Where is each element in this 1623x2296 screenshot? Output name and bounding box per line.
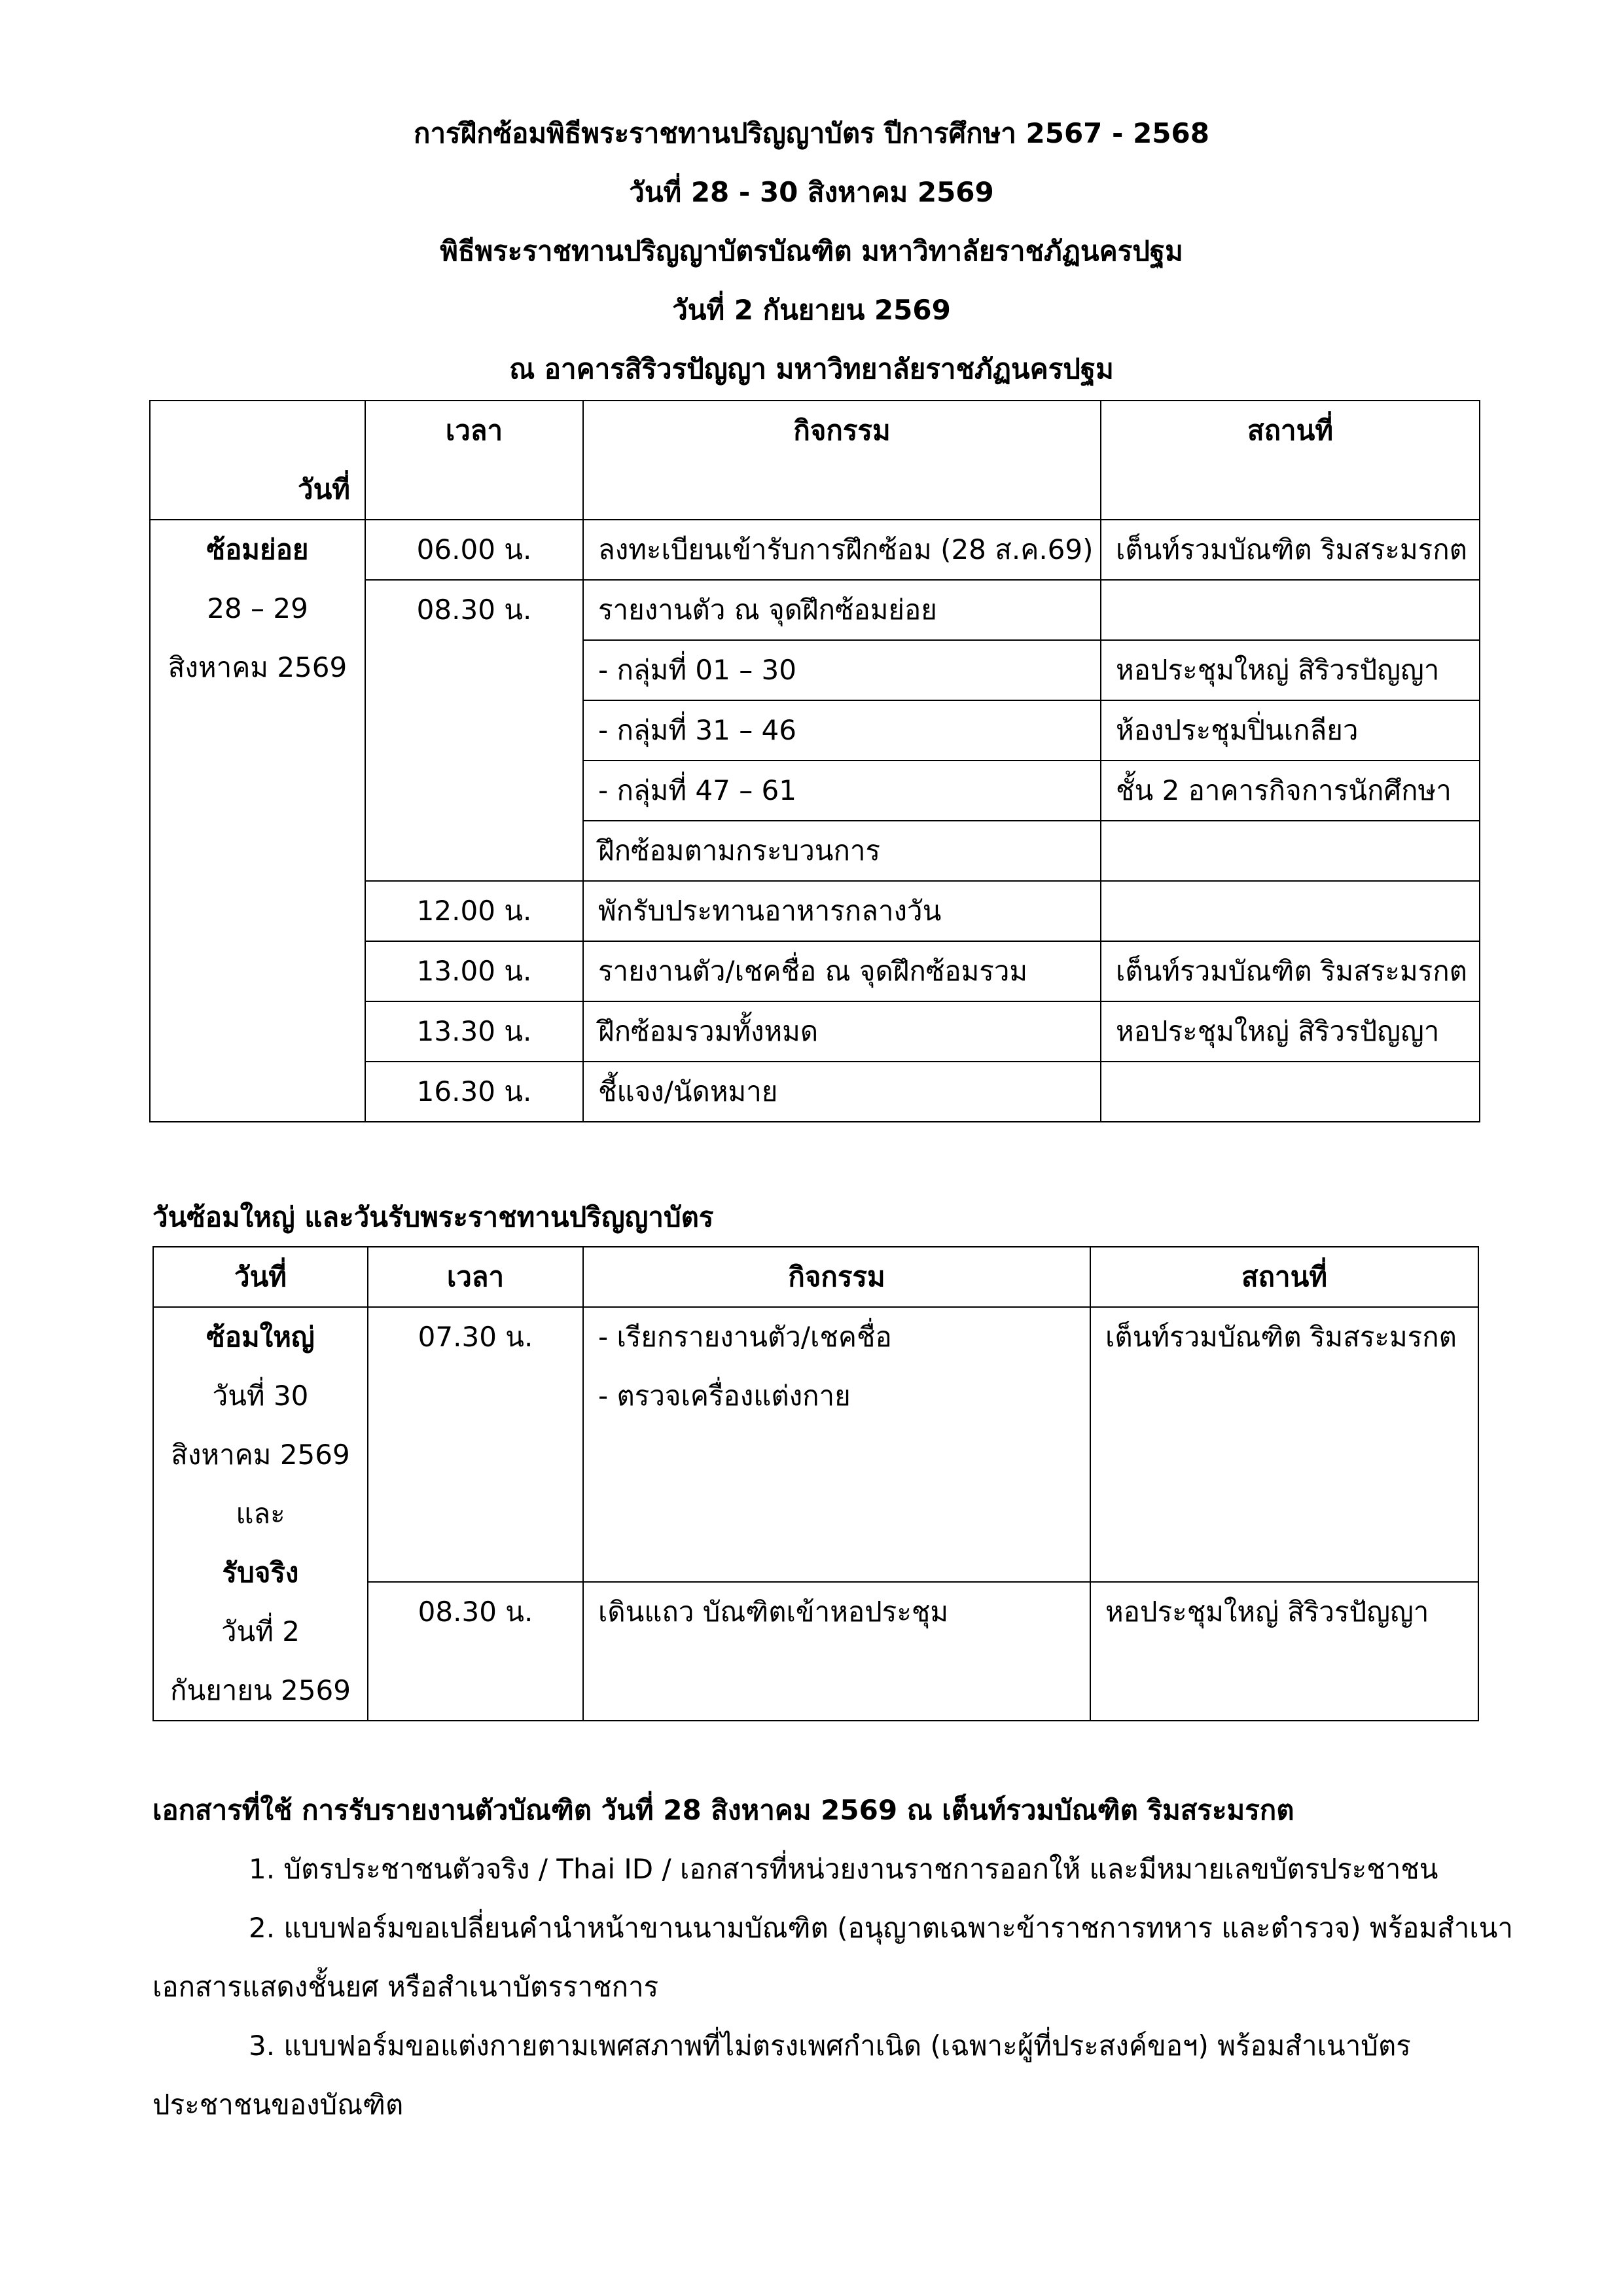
place-cell (1101, 881, 1480, 941)
place-cell: เต็นท์รวมบัณฑิต ริมสระมรกต (1090, 1307, 1478, 1582)
time-cell: 12.00 น. (365, 881, 583, 941)
day-month-2: กันยายน 2569 (170, 1674, 351, 1706)
time-cell: 06.00 น. (365, 520, 583, 580)
activity-cell: ฝึกซ้อมตามกระบวนการ (583, 821, 1101, 881)
table-header-row (153, 1247, 1478, 1307)
activity-line: - ตรวจเครื่องแต่งกาย (598, 1380, 851, 1412)
day-title: ซ้อมใหญ่ (206, 1321, 315, 1353)
document-item-2-cont: เอกสารแสดงชั้นยศ หรือสำเนาบัตรราชการ (152, 1971, 659, 2003)
activity-cell: - กลุ่มที่ 31 – 46 (583, 700, 1101, 761)
document-item-3: 3. แบบฟอร์มขอแต่งกายตามเพศสภาพที่ไม่ตรงเพศกำเนิด (เฉพาะผู้ที่ประสงค์ขอฯ) พร้อมสำเนาบัตร (249, 2030, 1411, 2062)
day-range: 28 – 29 (207, 592, 308, 624)
header-activity: กิจกรรม (583, 1247, 1090, 1307)
activity-cell: - กลุ่มที่ 01 – 30 (583, 640, 1101, 700)
time-cell: 13.00 น. (365, 941, 583, 1001)
day-date-2: วันที่ 2 (221, 1615, 300, 1647)
header-place: สถานที่ (1101, 401, 1480, 520)
table-row (153, 1307, 1478, 1582)
activity-cell: ชี้แจง/นัดหมาย (583, 1062, 1101, 1122)
header-place: สถานที่ (1090, 1247, 1478, 1307)
activity-cell: - กลุ่มที่ 47 – 61 (583, 761, 1101, 821)
documents-title: เอกสารที่ใช้ การรับรายงานตัวบัณฑิต วันที่ 28 สิงหาคม 2569 ณ เต็นท์รวมบัณฑิต ริมสระมรกต (152, 1794, 1294, 1826)
place-cell: หอประชุมใหญ่ สิริวรปัญญา (1101, 640, 1480, 700)
section-title: วันซ้อมใหญ่ และวันรับพระราชทานปริญญาบัตร (152, 1201, 714, 1233)
table-header-row (150, 401, 1480, 520)
place-cell: หอประชุมใหญ่ สิริวรปัญญา (1101, 1001, 1480, 1062)
time-cell: 07.30 น. (368, 1307, 583, 1582)
header-date: วันที่ (153, 1247, 368, 1307)
header-activity: กิจกรรม (583, 401, 1101, 520)
place-cell: เต็นท์รวมบัณฑิต ริมสระมรกต (1101, 520, 1480, 580)
rehearsal-schedule-table (149, 400, 1480, 1122)
header-time: เวลา (368, 1247, 583, 1307)
activity-cell: เดินแถว บัณฑิตเข้าหอประชุม (583, 1582, 1090, 1721)
activity-cell: รายงานตัว/เชคชื่อ ณ จุดฝึกซ้อมรวม (583, 941, 1101, 1001)
document-item-1: 1. บัตรประชาชนตัวจริง / Thai ID / เอกสารที่หน่วยงานราชการออกให้ และมีหมายเลขบัตรประชาชน (249, 1853, 1438, 1885)
place-cell (1101, 1062, 1480, 1122)
activity-cell: ฝึกซ้อมรวมทั้งหมด (583, 1001, 1101, 1062)
title-line-3: พิธีพระราชทานปริญญาบัตรบัณฑิต มหาวิทาลัยราชภัฏนครปฐม (440, 235, 1183, 267)
table-row (150, 520, 1480, 580)
place-cell: ชั้น 2 อาคารกิจการนักศึกษา (1101, 761, 1480, 821)
activity-cell: พักรับประทานอาหารกลางวัน (583, 881, 1101, 941)
title-line-5: ณ อาคารสิริวรปัญญา มหาวิทยาลัยราชภัฏนครปฐม (509, 353, 1114, 385)
day-title: ซ้อมย่อย (206, 533, 309, 565)
day-month: สิงหาคม 2569 (168, 651, 348, 683)
header-date: วันที่ (150, 401, 365, 520)
document-item-3-cont: ประชาชนของบัณฑิต (152, 2089, 404, 2121)
day-month: สิงหาคม 2569 (171, 1439, 350, 1471)
time-cell: 08.30 น. (368, 1582, 583, 1721)
place-cell: เต็นท์รวมบัณฑิต ริมสระมรกต (1101, 941, 1480, 1001)
place-cell (1101, 821, 1480, 881)
activity-cell: ลงทะเบียนเข้ารับการฝึกซ้อม (28 ส.ค.69) (583, 520, 1101, 580)
day-title-2: รับจริง (222, 1556, 299, 1588)
document-item-2: 2. แบบฟอร์มขอเปลี่ยนคำนำหน้าขานนามบัณฑิต (อนุญาตเฉพาะข้าราชการทหาร และตำรวจ) พร้อมสำเนา (249, 1912, 1513, 1944)
place-cell (1101, 580, 1480, 640)
day-cell (150, 520, 365, 1122)
place-cell: ห้องประชุมปิ่นเกลียว (1101, 700, 1480, 761)
title-line-4: วันที่ 2 กันยายน 2569 (672, 294, 951, 326)
place-cell: หอประชุมใหญ่ สิริวรปัญญา (1090, 1582, 1478, 1721)
activity-line: - เรียกรายงานตัว/เชคชื่อ (598, 1321, 892, 1353)
time-cell: 13.30 น. (365, 1001, 583, 1062)
day-cell (153, 1307, 368, 1721)
activity-cell: รายงานตัว ณ จุดฝึกซ้อมย่อย (583, 580, 1101, 640)
time-cell: 08.30 น. (365, 580, 583, 881)
day-date: วันที่ 30 (212, 1380, 309, 1412)
time-cell: 16.30 น. (365, 1062, 583, 1122)
title-line-2: วันที่ 28 - 30 สิงหาคม 2569 (629, 176, 994, 208)
title-line-1: การฝึกซ้อมพิธีพระราชทานปริญญาบัตร ปีการศึกษา 2567 - 2568 (414, 117, 1209, 149)
header-time: เวลา (365, 401, 583, 520)
activity-cell (583, 1307, 1090, 1582)
day-and: และ (236, 1498, 285, 1530)
ceremony-schedule-table (152, 1246, 1479, 1721)
